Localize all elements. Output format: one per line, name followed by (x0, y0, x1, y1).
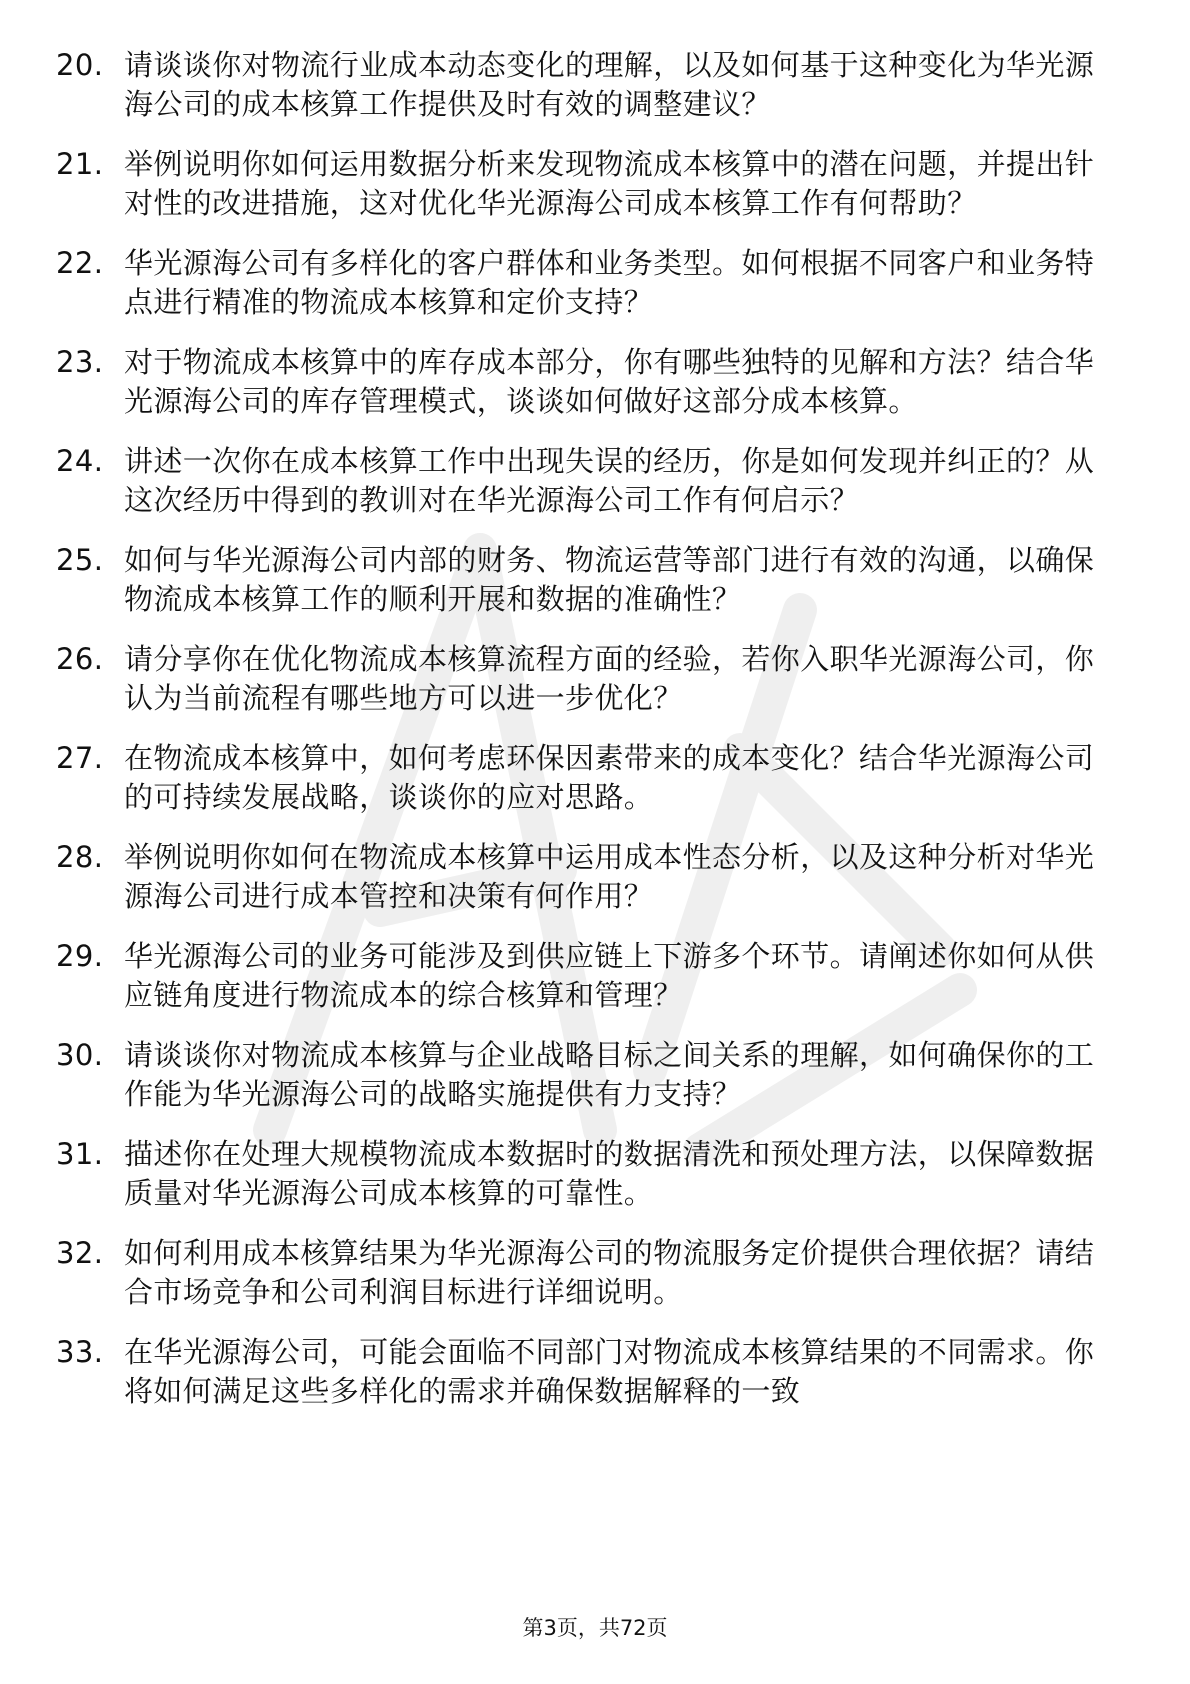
question-number: 31. (56, 1137, 104, 1171)
question-number: 22. (56, 246, 104, 280)
question-text: 描述你在处理大规模物流成本数据时的数据清洗和预处理方法，以保障数据质量对华光源海公司成本核算的可靠性。 (124, 1137, 1095, 1210)
question-text: 华光源海公司的业务可能涉及到供应链上下游多个环节。请阐述你如何从供应链角度进行物流成本的综合核算和管理？ (124, 939, 1095, 1012)
question-item (56, 1234, 1106, 1312)
question-item (56, 442, 1106, 520)
question-number: 28. (56, 840, 104, 874)
question-text: 请分享你在优化物流成本核算流程方面的经验，若你入职华光源海公司，你认为当前流程有哪些地方可以进一步优化？ (124, 642, 1095, 715)
question-text: 请谈谈你对物流行业成本动态变化的理解，以及如何基于这种变化为华光源海公司的成本核算工作提供及时有效的调整建议？ (124, 48, 1095, 121)
question-list (56, 46, 1106, 1432)
question-number: 29. (56, 939, 104, 973)
question-number: 27. (56, 741, 104, 775)
question-text: 华光源海公司有多样化的客户群体和业务类型。如何根据不同客户和业务特点进行精准的物流成本核算和定价支持？ (124, 246, 1095, 319)
question-item (56, 244, 1106, 322)
question-text: 如何利用成本核算结果为华光源海公司的物流服务定价提供合理依据？请结合市场竞争和公司利润目标进行详细说明。 (124, 1236, 1095, 1309)
question-number: 24. (56, 444, 104, 478)
question-text: 请谈谈你对物流成本核算与企业战略目标之间关系的理解，如何确保你的工作能为华光源海公司的战略实施提供有力支持？ (124, 1038, 1095, 1111)
question-item (56, 838, 1106, 916)
question-text: 举例说明你如何运用数据分析来发现物流成本核算中的潜在问题，并提出针对性的改进措施，这对优化华光源海公司成本核算工作有何帮助？ (124, 147, 1095, 220)
question-item (56, 145, 1106, 223)
question-text: 对于物流成本核算中的库存成本部分，你有哪些独特的见解和方法？结合华光源海公司的库存管理模式，谈谈如何做好这部分成本核算。 (124, 345, 1095, 418)
question-number: 21. (56, 147, 104, 181)
page-number-label: 第3页，共72页 (522, 1616, 668, 1640)
question-text: 如何与华光源海公司内部的财务、物流运营等部门进行有效的沟通，以确保物流成本核算工作的顺利开展和数据的准确性？ (124, 543, 1095, 616)
question-item (56, 937, 1106, 1015)
question-item (56, 739, 1106, 817)
question-item (56, 640, 1106, 718)
question-number: 23. (56, 345, 104, 379)
question-item (56, 541, 1106, 619)
question-text: 举例说明你如何在物流成本核算中运用成本性态分析，以及这种分析对华光源海公司进行成本管控和决策有何作用？ (124, 840, 1095, 913)
question-item (56, 343, 1106, 421)
question-number: 25. (56, 543, 104, 577)
question-text: 讲述一次你在成本核算工作中出现失误的经历，你是如何发现并纠正的？从这次经历中得到的教训对在华光源海公司工作有何启示？ (124, 444, 1095, 517)
question-number: 32. (56, 1236, 104, 1270)
question-text: 在华光源海公司，可能会面临不同部门对物流成本核算结果的不同需求。你将如何满足这些多样化的需求并确保数据解释的一致 (124, 1335, 1095, 1408)
page-footer (0, 1614, 1190, 1642)
question-item (56, 1333, 1106, 1411)
question-item (56, 46, 1106, 124)
question-number: 30. (56, 1038, 104, 1072)
question-number: 20. (56, 48, 104, 82)
question-item (56, 1036, 1106, 1114)
question-number: 33. (56, 1335, 104, 1369)
question-number: 26. (56, 642, 104, 676)
question-text: 在物流成本核算中，如何考虑环保因素带来的成本变化？结合华光源海公司的可持续发展战略，谈谈你的应对思路。 (124, 741, 1095, 814)
question-item (56, 1135, 1106, 1213)
